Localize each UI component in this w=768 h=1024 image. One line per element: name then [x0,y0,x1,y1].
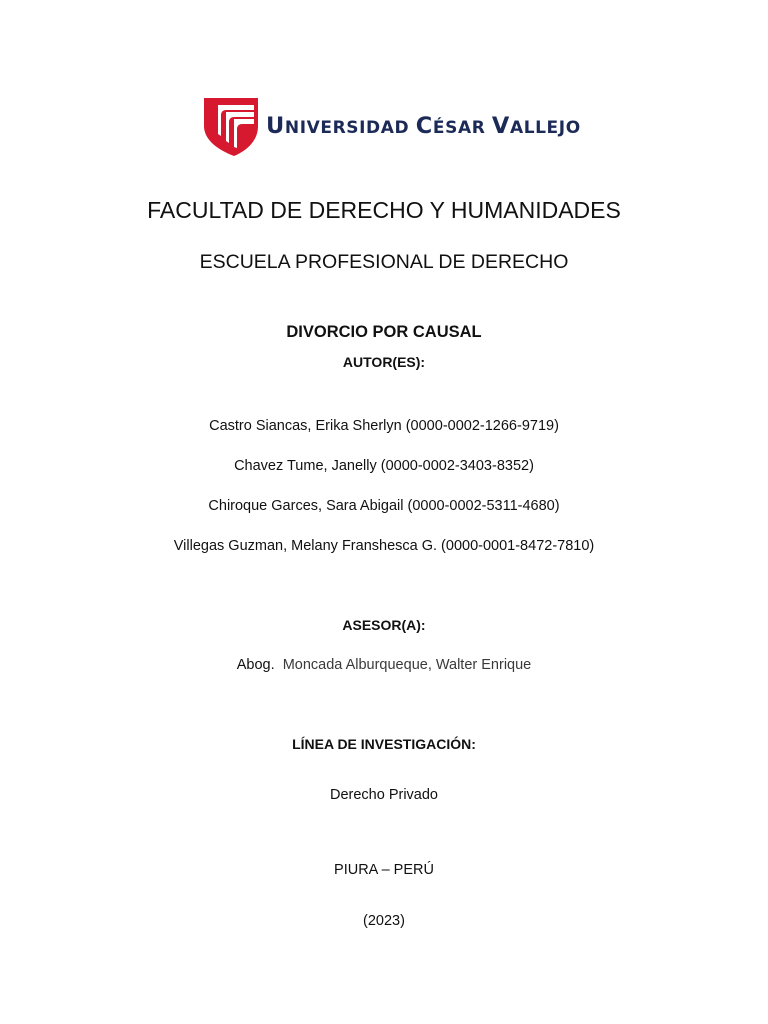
author-line: Chiroque Garces, Sara Abigail (0000-0002-5311-4680) [208,498,560,514]
advisor-title: Abog. [236,657,275,673]
advisor-line [0,657,768,673]
research-line-label: LÍNEA DE INVESTIGACIÓN: [292,736,476,752]
university-logo [204,96,584,158]
university-shield-icon [204,96,258,156]
university-wordmark: UNIVERSIDAD CÉSAR VALLEJO [266,113,581,139]
year: (2023) [363,913,405,929]
school-heading: ESCUELA PROFESIONAL DE DERECHO [199,251,569,273]
faculty-heading: FACULTAD DE DERECHO Y HUMANIDADES [147,197,621,223]
authors-label: AUTOR(ES): [342,354,426,370]
author-line: Castro Siancas, Erika Sherlyn (0000-0002-1266-9719) [209,418,559,434]
advisor-label: ASESOR(A): [342,617,426,633]
document-title: DIVORCIO POR CAUSAL [286,323,482,341]
place: PIURA – PERÚ [334,862,434,878]
author-line: Villegas Guzman, Melany Franshesca G. (0000-0001-8472-7810) [173,538,595,554]
author-line: Chavez Tume, Janelly (0000-0002-3403-8352) [234,458,534,474]
advisor-name: Moncada Alburqueque, Walter Enrique [282,657,532,673]
research-line: Derecho Privado [330,787,438,803]
